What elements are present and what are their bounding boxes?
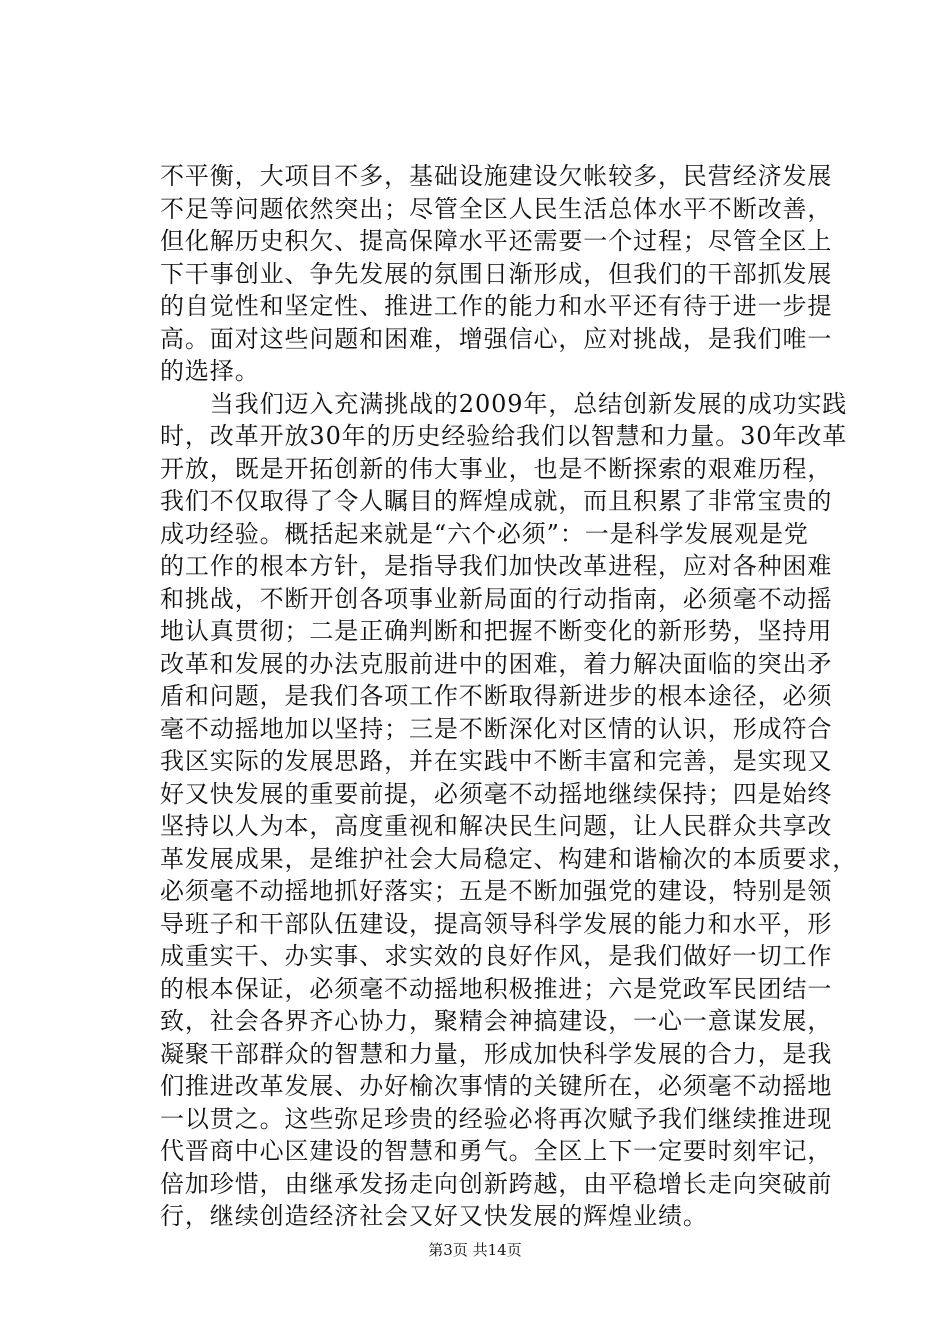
text-line: 开放，既是开拓创新的伟大事业，也是不断探索的艰难历程， (160, 454, 833, 483)
text-line: 导班子和干部队伍建设，提高领导科学发展的能力和水平，形 (160, 909, 833, 938)
page-footer: 第3页 共14页 (428, 1241, 522, 1259)
text-line: 高。面对这些问题和困难，增强信心，应对挑战，是我们唯一 (160, 324, 833, 353)
text-line: 的根本保证，必须毫不动摇地积极推进；六是党政军民团结一 (160, 974, 833, 1003)
text-line: 们推进改革发展、办好榆次事情的关键所在，必须毫不动摇地 (160, 1072, 833, 1100)
text-line: 当我们迈入充满挑战的2009年，总结创新发展的成功实践 (160, 389, 848, 418)
text-line: 的工作的根本方针，是指导我们加快改革进程，应对各种困难 (160, 552, 833, 580)
text-line: 时，改革开放30年的历史经验给我们以智慧和力量。30年改革 (160, 422, 848, 450)
text-line: 坚持以人为本，高度重视和解决民生问题，让人民群众共享改 (160, 812, 833, 840)
text-line: 倍加珍惜，由继承发扬走向创新跨越，由平稳增长走向突破前 (160, 1169, 833, 1198)
text-line: 行，继续创造经济社会又好又快发展的辉煌业绩。 (160, 1202, 708, 1230)
text-line: 的选择。 (160, 357, 260, 385)
text-line: 成重实干、办实事、求实效的良好作风，是我们做好一切工作 (160, 942, 833, 970)
text-line: 我区实际的发展思路，并在实践中不断丰富和完善，是实现又 (160, 747, 833, 775)
text-line: 一以贯之。这些弥足珍贵的经验必将再次赋予我们继续推进现 (160, 1104, 833, 1133)
text-line: 必须毫不动摇地抓好落实；五是不断加强党的建设，特别是领 (160, 877, 833, 905)
text-line: 革发展成果，是维护社会大局稳定、构建和谐榆次的本质要求， (160, 844, 858, 873)
text-line: 凝聚干部群众的智慧和力量，形成加快科学发展的合力，是我 (160, 1039, 833, 1068)
text-line: 代晋商中心区建设的智慧和勇气。全区上下一定要时刻牢记， (160, 1137, 833, 1165)
text-line: 成功经验。概括起来就是“六个必须”：一是科学发展观是党 (160, 519, 809, 548)
text-line: 不足等问题依然突出；尽管全区人民生活总体水平不断改善， (160, 194, 833, 223)
text-line: 地认真贯彻；二是正确判断和把握不断变化的新形势，坚持用 (160, 617, 833, 645)
text-line: 下干事创业、争先发展的氛围日渐形成，但我们的干部抓发展 (160, 259, 833, 288)
text-line: 我们不仅取得了令人瞩目的辉煌成就，而且积累了非常宝贵的 (160, 487, 833, 515)
text-line: 毫不动摇地加以坚持；三是不断深化对区情的认识，形成符合 (160, 714, 833, 743)
text-line: 和挑战，不断开创各项事业新局面的行动指南，必须毫不动摇 (160, 584, 833, 613)
body-text (160, 160, 858, 1233)
text-line: 但化解历史积欠、提高保障水平还需要一个过程；尽管全区上 (160, 227, 833, 255)
text-line: 的自觉性和坚定性、推进工作的能力和水平还有待于进一步提 (160, 292, 833, 320)
text-line: 不平衡，大项目不多，基础设施建设欠帐较多，民营经济发展 (160, 162, 833, 190)
text-line: 好又快发展的重要前提，必须毫不动摇地继续保持；四是始终 (160, 779, 833, 808)
text-line: 致，社会各界齐心协力，聚精会神搞建设，一心一意谋发展， (160, 1007, 833, 1035)
text-line: 改革和发展的办法克服前进中的困难，着力解决面临的突出矛 (160, 649, 833, 678)
text-line: 盾和问题，是我们各项工作不断取得新进步的根本途径，必须 (160, 682, 833, 710)
